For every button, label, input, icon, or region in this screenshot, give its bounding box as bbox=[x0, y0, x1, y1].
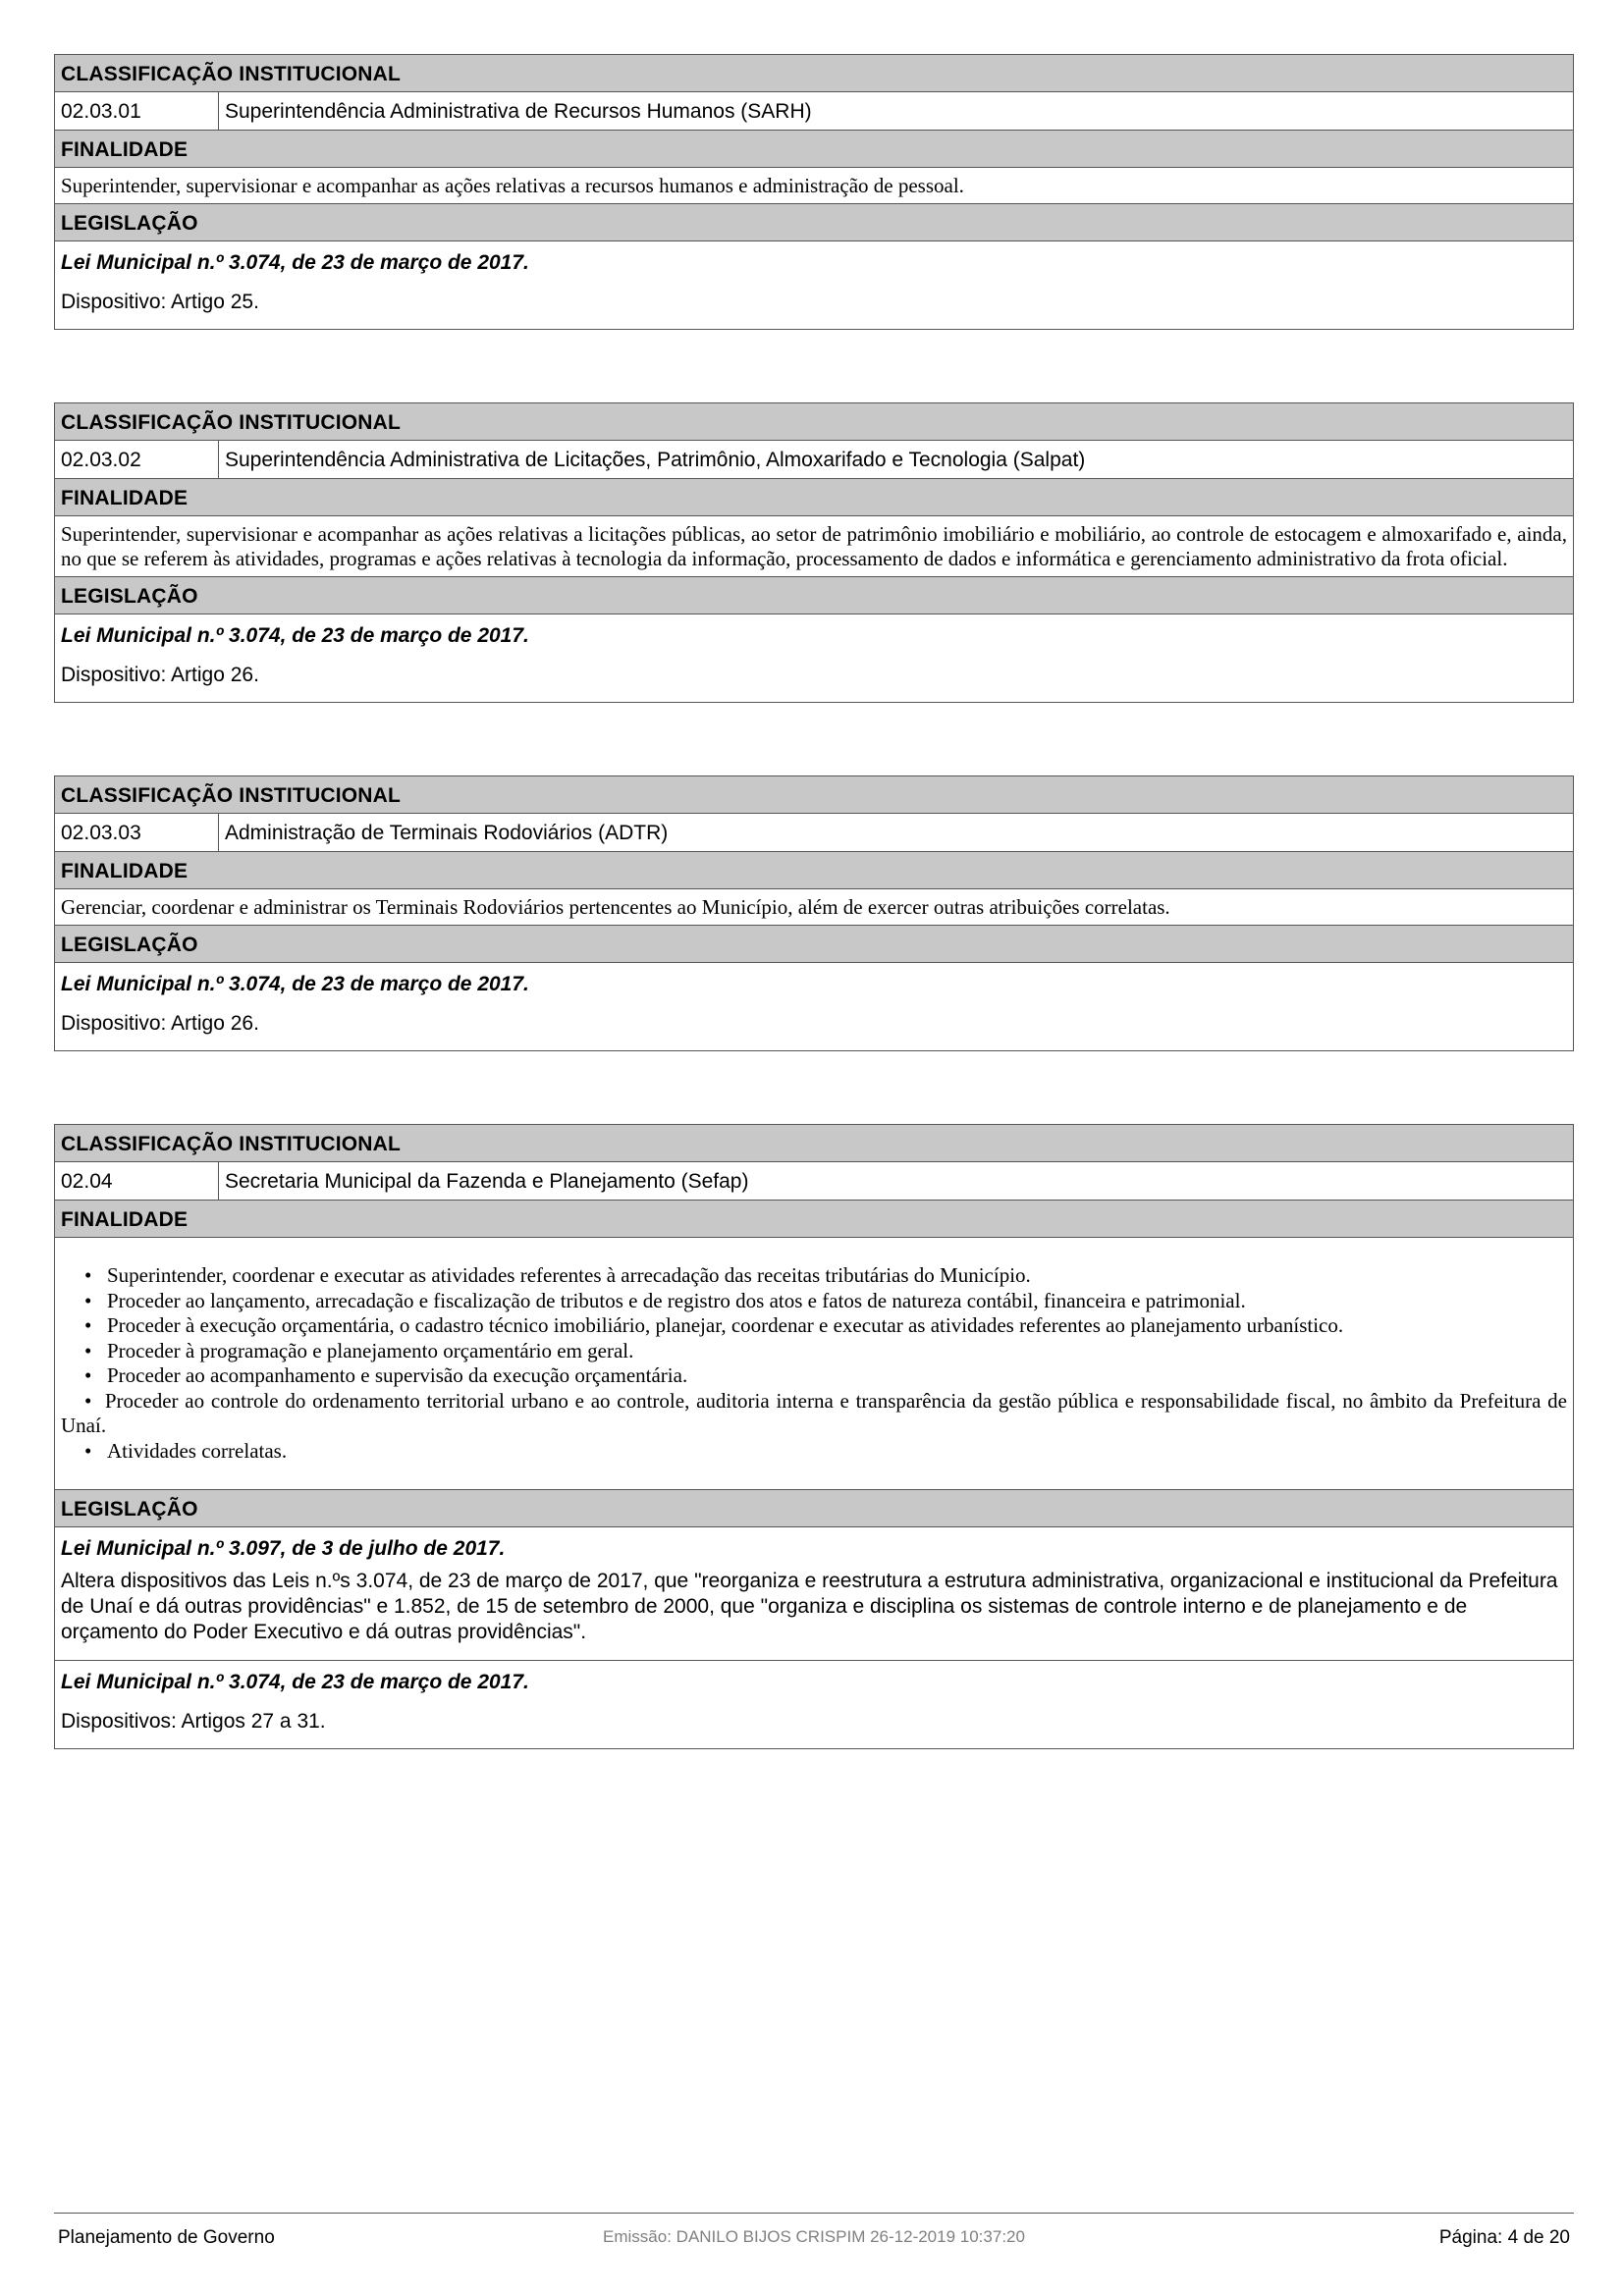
legislacao-header: LEGISLAÇÃO bbox=[55, 926, 1573, 963]
classification-header: CLASSIFICAÇÃO INSTITUCIONAL bbox=[55, 1125, 1573, 1162]
list-item-text: Superintender, coordenar e executar as atividades referentes à arrecadação das receitas tributárias do Município. bbox=[107, 1263, 1031, 1287]
finalidade-text: Gerenciar, coordenar e administrar os Terminais Rodoviários pertencentes ao Município, além de exercer outras atribuições correlatas. bbox=[55, 889, 1573, 926]
legislation-title: Lei Municipal n.º 3.097, de 3 de julho de 2017. bbox=[61, 1537, 506, 1560]
legislacao-header: LEGISLAÇÃO bbox=[55, 577, 1573, 614]
list-item-text: Proceder ao lançamento, arrecadação e fiscalização de tributos e de registro dos atos e fatos de natureza contábil, financeira e patrimonial. bbox=[107, 1288, 1246, 1312]
classification-header: CLASSIFICAÇÃO INSTITUCIONAL bbox=[55, 55, 1573, 92]
bullet-icon: • bbox=[84, 1388, 92, 1413]
block-spacer bbox=[54, 1051, 1574, 1124]
legislation-title: Lei Municipal n.º 3.074, de 23 de março de 2017. bbox=[61, 624, 529, 647]
list-item-text: Proceder à execução orçamentária, o cadastro técnico imobiliário, planejar, coordenar e executar as atividades referentes ao planejamento urbanístico. bbox=[107, 1313, 1344, 1337]
legislacao-header: LEGISLAÇÃO bbox=[55, 204, 1573, 241]
legislation-description: Dispositivo: Artigo 26. bbox=[61, 1012, 259, 1035]
legislation-title: Lei Municipal n.º 3.074, de 23 de março de 2017. bbox=[61, 251, 529, 274]
classification-name: Superintendência Administrativa de Recursos Humanos (SARH) bbox=[225, 100, 812, 123]
finalidade-header: FINALIDADE bbox=[55, 1201, 1573, 1238]
classification-code: 02.03.03 bbox=[55, 814, 219, 851]
legislation-entry bbox=[55, 614, 1573, 702]
finalidade-header: FINALIDADE bbox=[55, 131, 1573, 168]
classification-header: CLASSIFICAÇÃO INSTITUCIONAL bbox=[55, 776, 1573, 814]
list-item bbox=[61, 1339, 1567, 1364]
legislation-entry bbox=[55, 1660, 1573, 1748]
list-item bbox=[61, 1313, 1567, 1339]
legislation-description: Dispositivo: Artigo 26. bbox=[61, 664, 259, 686]
legislation-entry bbox=[55, 963, 1573, 1050]
footer-emission-info: Emissão: DANILO BIJOS CRISPIM 26-12-2019 10:37:20 bbox=[603, 2227, 1025, 2246]
finalidade-list bbox=[55, 1238, 1573, 1490]
bullet-icon: • bbox=[84, 1363, 92, 1387]
classification-header: CLASSIFICAÇÃO INSTITUCIONAL bbox=[55, 403, 1573, 441]
classification-code: 02.04 bbox=[55, 1162, 219, 1200]
legislation-entry bbox=[55, 241, 1573, 329]
bullet-icon: • bbox=[84, 1263, 92, 1287]
list-item bbox=[61, 1439, 1567, 1465]
footer-page-number: Página: 4 de 20 bbox=[1438, 2227, 1570, 2248]
list-item bbox=[61, 1363, 1567, 1389]
classification-name: Administração de Terminais Rodoviários (ADTR) bbox=[225, 822, 669, 844]
page-footer bbox=[54, 2213, 1574, 2253]
bullet-icon: • bbox=[84, 1313, 92, 1337]
block-spacer bbox=[54, 330, 1574, 402]
document-page bbox=[54, 54, 1574, 1749]
list-item bbox=[61, 1289, 1567, 1314]
list-item-text: Atividades correlatas. bbox=[107, 1438, 288, 1463]
finalidade-text: Superintender, supervisionar e acompanhar as ações relativas a licitações públicas, ao setor de patrimônio imobiliário e mobiliário, ao controle de estocagem e almoxarifado e, ainda, no que se referem às atividades, programas e ações relativas à tecnologia da informação, processamento de dados e informática e gerenciamento administrativo da frota oficial. bbox=[55, 516, 1573, 577]
classification-name: Secretaria Municipal da Fazenda e Planejamento (Sefap) bbox=[225, 1170, 749, 1193]
list-item-text: Proceder ao controle do ordenamento territorial urbano e ao controle, auditoria interna e transparência da gestão pública e responsabilidade fiscal, no âmbito da Prefeitura de Unaí. bbox=[61, 1388, 1567, 1437]
classification-name: Superintendência Administrativa de Licitações, Patrimônio, Almoxarifado e Tecnologia (Salpat) bbox=[225, 449, 1086, 471]
bullet-icon: • bbox=[84, 1338, 92, 1362]
footer-module-name: Planejamento de Governo bbox=[58, 2227, 275, 2248]
legislation-entry bbox=[55, 1527, 1573, 1660]
list-item-text: Proceder ao acompanhamento e supervisão da execução orçamentária. bbox=[107, 1363, 688, 1387]
classification-code: 02.03.01 bbox=[55, 92, 219, 130]
institutional-block bbox=[54, 402, 1574, 703]
legislation-description: Dispositivo: Artigo 25. bbox=[61, 291, 259, 313]
block-spacer bbox=[54, 703, 1574, 775]
institutional-block bbox=[54, 775, 1574, 1051]
finalidade-text: Superintender, supervisionar e acompanhar as ações relativas a recursos humanos e administração de pessoal. bbox=[55, 168, 1573, 204]
classification-row bbox=[55, 814, 1573, 852]
classification-row bbox=[55, 1162, 1573, 1201]
legislation-title: Lei Municipal n.º 3.074, de 23 de março de 2017. bbox=[61, 1671, 529, 1693]
finalidade-header: FINALIDADE bbox=[55, 479, 1573, 516]
bullet-icon: • bbox=[84, 1288, 92, 1312]
finalidade-header: FINALIDADE bbox=[55, 852, 1573, 889]
list-item-text: Proceder à programação e planejamento orçamentário em geral. bbox=[107, 1338, 634, 1362]
classification-code: 02.03.02 bbox=[55, 441, 219, 478]
legislation-description: Dispositivos: Artigos 27 a 31. bbox=[61, 1710, 326, 1733]
legislation-description: Altera dispositivos das Leis n.ºs 3.074, de 23 de março de 2017, que "reorganiza e reestrutura a estrutura administrativa, organizacional e institucional da Prefeitura de Unaí e dá outras providências" e 1.852, de 15 de setembro de 2000, que "organiza e disciplina os sistemas de controle interno e de planejamento e de orçamento do Poder Executivo e dá outras providências". bbox=[61, 1570, 1558, 1643]
legislation-title: Lei Municipal n.º 3.074, de 23 de março de 2017. bbox=[61, 973, 529, 995]
institutional-block bbox=[54, 54, 1574, 330]
legislacao-header: LEGISLAÇÃO bbox=[55, 1490, 1573, 1527]
classification-row bbox=[55, 92, 1573, 131]
list-item bbox=[61, 1263, 1567, 1289]
classification-row bbox=[55, 441, 1573, 479]
bullet-icon: • bbox=[84, 1438, 92, 1463]
institutional-block bbox=[54, 1124, 1574, 1749]
list-item bbox=[61, 1389, 1567, 1439]
